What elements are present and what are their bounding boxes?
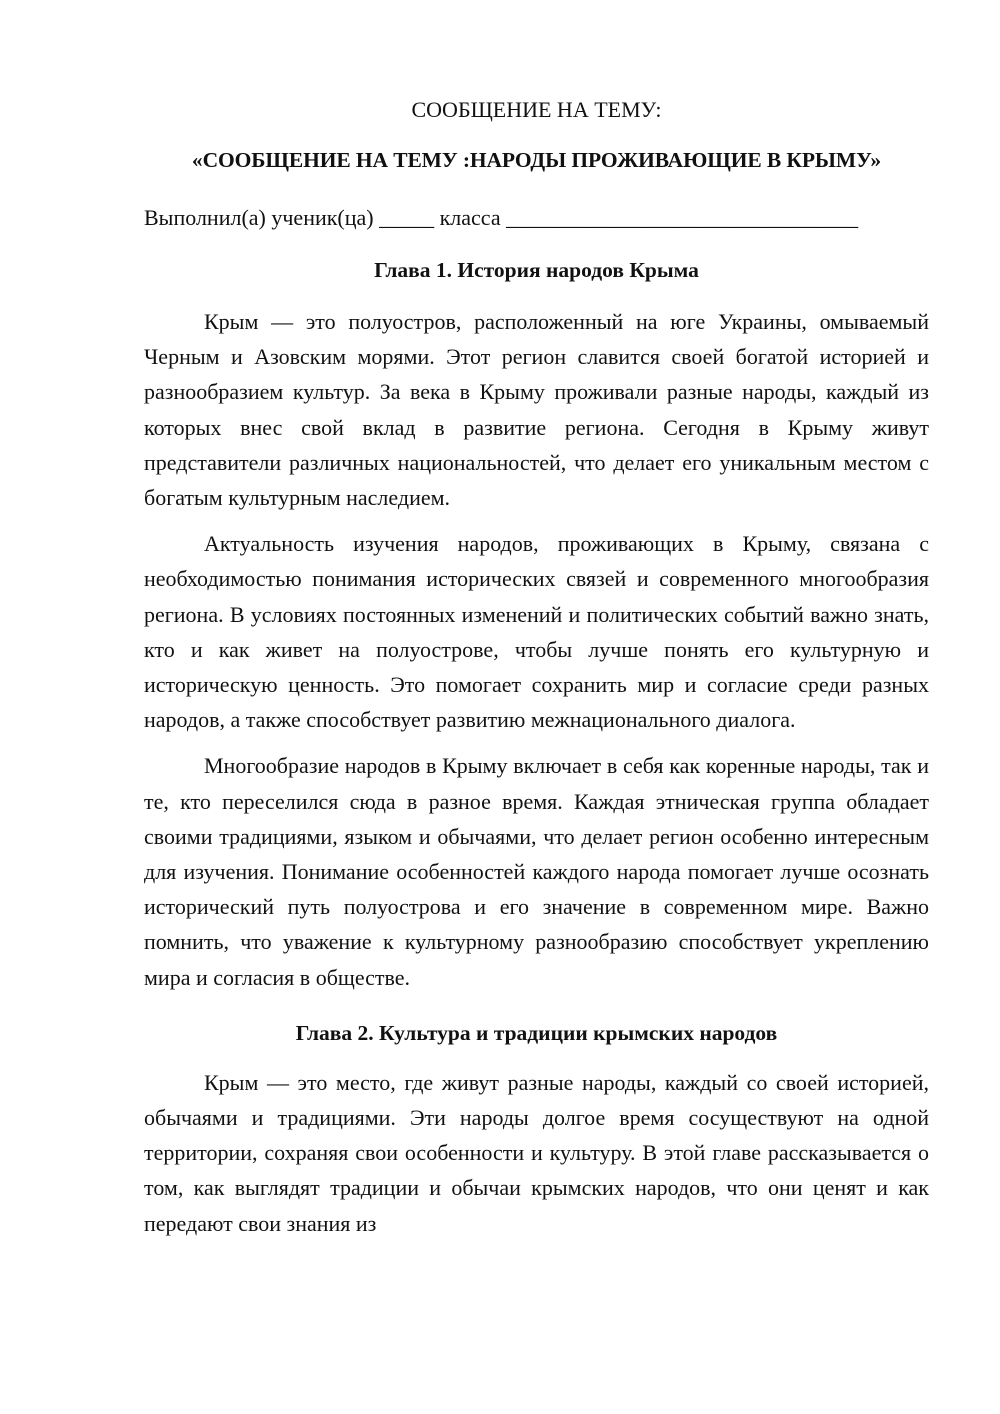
document-page [144, 92, 929, 1241]
document-subtitle: «СООБЩЕНИЕ НА ТЕМУ :НАРОДЫ ПРОЖИВАЮЩИЕ В КРЫМУ» [191, 148, 882, 172]
chapter-2-heading: Глава 2. Культура и традиции крымских народов [295, 1020, 778, 1045]
author-line: Выполнил(а) ученик(ца) _____ класса ________________________________ [144, 205, 859, 230]
chapter-1-paragraph-3: Многообразие народов в Крыму включает в себя как коренные народы, так и те, кто переселился сюда в разное время. Каждая этническая группа обладает своими традициями, языком и обычаями, что делает регион особенно интересным для изучения. Понимание особенностей каждого народа помогает лучше осознать исторический путь полуострова и его значение в современном мире. Важно помнить, что уважение к культурному разнообразию способствует укреплению мира и согласия в обществе. [144, 753, 929, 990]
chapter-2-paragraph-1: Крым — это место, где живут разные народы, каждый со своей историей, обычаями и традициями. Эти народы долгое время сосуществуют на одной территории, сохраняя свои особенности и культуру. В этой главе рассказывается о том, как выглядят традиции и обычаи крымских народов, что они ценят и как передают свои знания из [144, 1069, 929, 1236]
chapter-1-paragraph-1: Крым — это полуостров, расположенный на юге Украины, омываемый Черным и Азовским морями. Этот регион славится своей богатой историей и разнообразием культур. За века в Крыму проживали разные народы, каждый из которых внес свой вклад в развитие региона. Сегодня в Крыму живут представители различных национальностей, что делает его уникальным местом с богатым культурным наследием. [144, 309, 929, 511]
chapter-1-heading: Глава 1. История народов Крыма [374, 258, 699, 282]
chapter-1-paragraph-2: Актуальность изучения народов, проживающих в Крыму, связана с необходимостью понимания исторических связей и современного многообразия региона. В условиях постоянных изменений и политических событий важно знать, кто и как живет на полуострове, чтобы лучше понять его культурную и историческую ценность. Это помогает сохранить мир и согласие среди разных народов, а также способствует развитию межнационального диалога. [144, 531, 929, 733]
document-title: СООБЩЕНИЕ НА ТЕМУ: [411, 97, 662, 122]
